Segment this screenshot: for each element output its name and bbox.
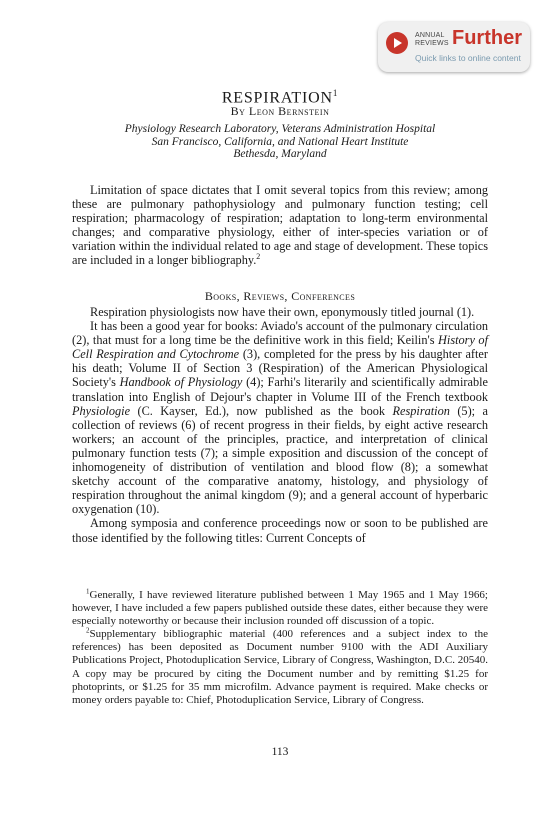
paragraph-3: Among symposia and conference proceedings now or soon to be published are those identified by the following titles: Current Concepts of (72, 516, 488, 545)
p2-text-4: (C. Kayser, Ed.), now published as the book (130, 403, 393, 418)
further-badge[interactable] (378, 22, 530, 72)
author-byline: By Leon Bernstein (230, 104, 330, 118)
annual-reviews-logo (415, 32, 449, 48)
footnotes (72, 589, 488, 707)
intro-footnote-marker[interactable]: 2 (256, 252, 261, 262)
p2-text-1: It has been a good year for books: Aviado's account of the pulmonary circulation (2), that must for a long time be the definitive work in this field; Keilin's (72, 319, 488, 348)
footnote-1-text: Generally, I have reviewed literature published between 1 May 1965 and 1 May 1966; however, I have included a few papers published outside these dates, either because they were especially noteworthy or because their inclusion rounded off discussion of a topic. (72, 589, 488, 628)
p2-text-5: (5); a collection of reviews (6) of recent progress in their fields, by eight active research workers; an account of the principles, practice, and interpretation of clinical pulmonary function tests (7); a simple exposition and discussion of the concept of inhomogeneity of distribution of ventilation and blood flow (8); a somewhat sketchy account of the comparative anatomy, histology, and physiology of respiration throughout the animal kingdom (9); and a general account of hyperbaric oxygenation (10). (72, 403, 488, 517)
play-icon (386, 32, 408, 54)
affiliation-line-3: Bethesda, Maryland (233, 148, 327, 160)
section-body (72, 305, 488, 545)
brand-line-2: REVIEWS (415, 40, 449, 47)
further-tagline[interactable]: Quick links to online content (415, 53, 521, 63)
author-affiliation (0, 123, 560, 161)
book-title-respiration: Respiration (392, 403, 450, 418)
brand-line-1: ANNUAL (415, 32, 445, 39)
book-title-physiologie: Physiologie (72, 403, 131, 418)
section-heading: Books, Reviews, Conferences (204, 289, 356, 303)
footnote-2 (72, 628, 488, 707)
p2-text-3: (4); Farhi's literarily and scientifically admirable translation into English of Dejour's chapter in Volume III of the French textbook (72, 375, 488, 404)
book-title-keilin: History of Cell Respiration and Cytochrome (72, 333, 488, 362)
paragraph-1: Respiration physiologists now have their own, eponymously titled journal (1). (90, 305, 475, 319)
title-text: RESPIRATION (221, 89, 333, 107)
footnote-1-marker: 1 (86, 587, 90, 596)
affiliation-line-1: Physiology Research Laboratory, Veterans Administration Hospital (124, 123, 436, 135)
footnote-2-text: Supplementary bibliographic material (400 references and a subject index to the references) has been deposited as Document number 9100 with the ADI Auxiliary Publications Project, Photoduplication Service, Library of Congress, Washington, D.C. 20540. A copy may be procured by citing the Document number and by remitting $1.25 for photoprints, or $1.25 for 35 mm microfilm. Advance payment is required. Make checks or money orders payable to: Chief, Photoduplication Service, Library of Congress. (72, 628, 488, 706)
title-footnote-marker[interactable]: 1 (332, 88, 339, 98)
intro-paragraph (72, 183, 488, 268)
further-logo-text: Further (452, 27, 522, 49)
affiliation-line-2: San Francisco, California, and National Heart Institute (151, 135, 409, 148)
book-title-handbook: Handbook of Physiology (119, 375, 243, 390)
footnote-1 (72, 589, 488, 628)
paragraph-2 (72, 319, 488, 516)
p2-text-2: (3), completed for the press by his daughter after his death; Volume II of Section 3 (Respiration) of the American Physiological Society's (72, 347, 488, 390)
intro-text: Limitation of space dictates that I omit several topics from this review; among these are pulmonary pathophysiology and pulmonary function testing; cell respiration; pharmacology of respiration; adaptation to long-term environmental changes; and comparative physiology, either of inter-species variation or of variation within the individual related to age and stage of development. These topics are included in a longer bibliography. (72, 183, 488, 268)
footnote-2-marker: 2 (86, 626, 90, 635)
page-number: 113 (271, 746, 289, 758)
